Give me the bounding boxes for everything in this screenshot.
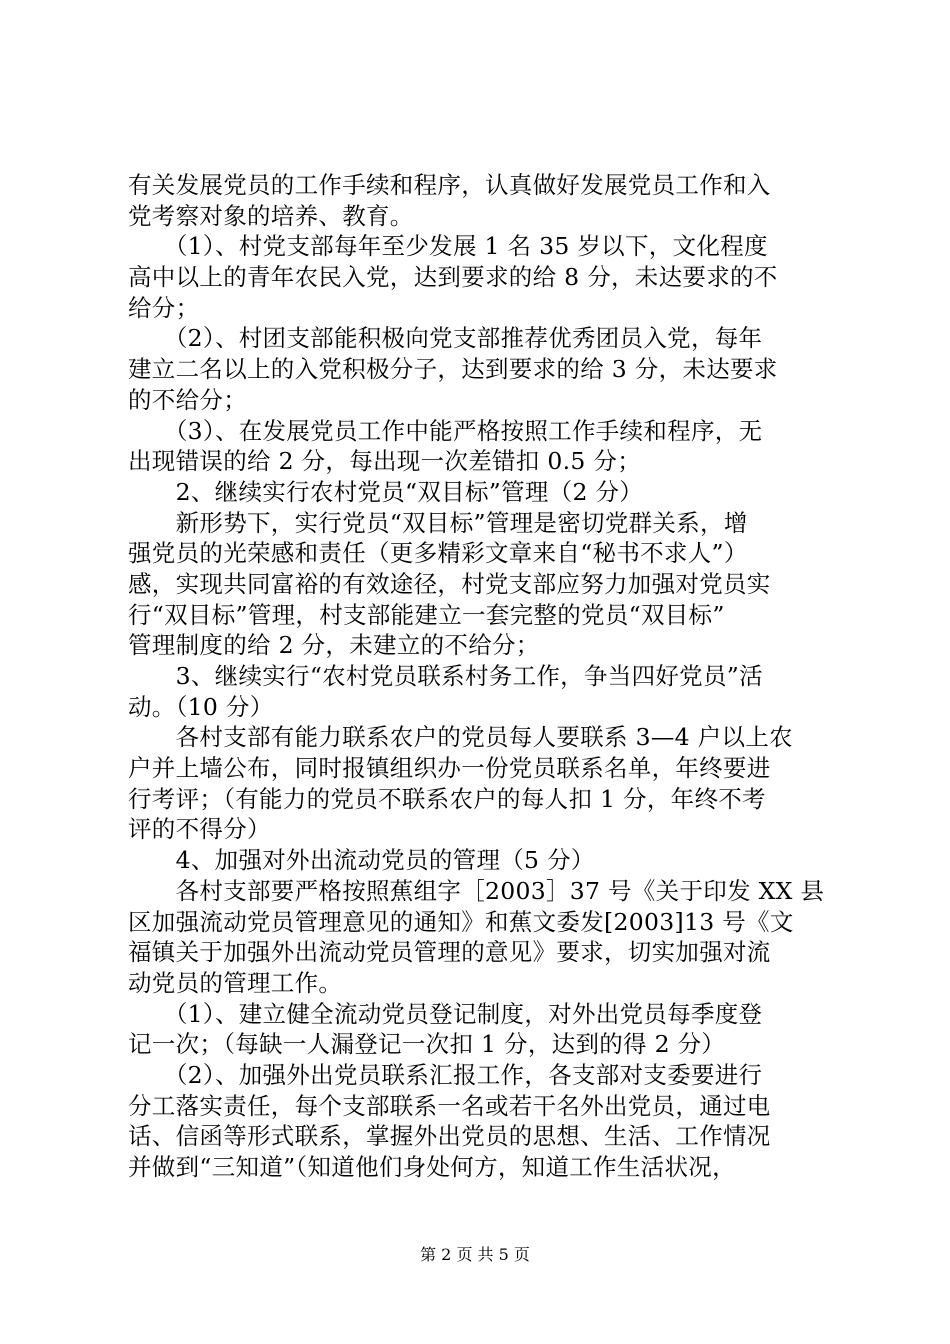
text-line: 记一次；（每缺一人漏登记一次扣 1 分，达到的得 2 分） (128, 1030, 726, 1059)
text-line: 动。（10 分） (128, 692, 274, 721)
text-line: 强党员的光荣感和责任（更多精彩文章来自“秘书不求人”） (128, 539, 748, 568)
text-line: 行“双目标”管理，村支部能建立一套完整的党员“双目标” (128, 600, 725, 629)
document-body (128, 170, 834, 1183)
text-line: 党考察对象的培养、教育。 (128, 201, 414, 230)
text-line: 给分； (128, 293, 200, 322)
text-line: （3）、在发展党员工作中能严格按照工作手续和程序，无 (128, 416, 763, 445)
text-line: 动党员的管理工作。 (128, 968, 343, 997)
text-line: 各村支部有能力联系农户的党员每人要联系 3—4 户以上农 (128, 723, 793, 752)
text-line: （2）、村团支部能积极向党支部推荐优秀团员入党，每年 (128, 324, 763, 353)
text-line: 高中以上的青年农民入党，达到要求的给 8 分，未达要求的不 (128, 263, 778, 292)
text-line: 话、信函等形式联系，掌握外出党员的思想、生活、工作情况 (128, 1122, 771, 1151)
text-line: 出现错误的给 2 分，每出现一次差错扣 0.5 分； (128, 447, 642, 476)
text-line: 区加强流动党员管理意见的通知》和蕉文委发[2003]13 号《文 (128, 907, 794, 936)
text-line: 并做到“三知道”（知道他们身处何方，知道工作生活状况， (128, 1153, 736, 1181)
text-line: （1）、村党支部每年至少发展 1 名 35 岁以下，文化程度 (128, 232, 768, 261)
text-line: 管理制度的给 2 分，未建立的不给分； (128, 631, 540, 660)
text-line: 行考评；（有能力的党员不联系农户的每人扣 1 分，年终不考 (128, 784, 766, 813)
text-line: 的不给分； (128, 385, 247, 414)
text-line: 评的不得分） (128, 815, 271, 844)
text-line: 新形势下，实行党员“双目标”管理是密切党群关系，增 (128, 508, 748, 537)
text-line: 2、继续实行农村党员“双目标”管理（2 分） (128, 477, 644, 506)
text-line: （1）、建立健全流动党员登记制度，对外出党员每季度登 (128, 999, 763, 1028)
text-line: 感，实现共同富裕的有效途径，村党支部应努力加强对党员实 (128, 569, 771, 598)
text-line: 有关发展党员的工作手续和程序，认真做好发展党员工作和入 (128, 171, 771, 199)
text-line: 分工落实责任，每个支部联系一名或若干名外出党员，通过电 (128, 1091, 771, 1120)
text-line: 福镇关于加强外出流动党员管理的意见》要求，切实加强对流 (128, 938, 771, 967)
text-line: （2）、加强外出党员联系汇报工作，各支部对支委要进行 (128, 1060, 763, 1089)
text-line: 各村支部要严格按照蕉组字［2003］37 号《关于印发 XX 县 (128, 876, 825, 905)
text-line: 建立二名以上的入党积极分子，达到要求的给 3 分，未达要求 (128, 355, 778, 384)
text-line: 3、继续实行“农村党员联系村务工作，争当四好党员”活 (128, 662, 763, 690)
text-line: 4、加强对外出流动党员的管理（5 分） (128, 846, 595, 875)
text-line: 户并上墙公布，同时报镇组织办一份党员联系名单，年终要进 (128, 754, 771, 783)
page-footer: 第 2 页 共 5 页 (420, 1245, 530, 1264)
